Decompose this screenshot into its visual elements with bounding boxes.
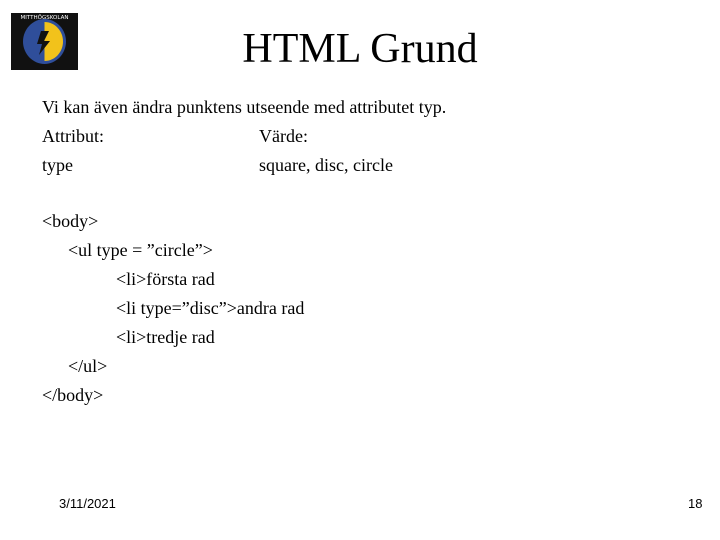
code-line: <li>första rad: [116, 269, 215, 289]
attribute-name: type: [42, 155, 73, 175]
footer-date: 3/11/2021: [59, 496, 116, 511]
logo-text: MITTHÖGSKOLAN: [20, 15, 69, 21]
code-line: <ul type = ”circle”>: [68, 240, 213, 260]
value-header: Värde:: [259, 126, 308, 146]
attribute-header: Attribut:: [42, 126, 104, 146]
slide-title: HTML Grund: [242, 26, 478, 72]
code-line: <body>: [42, 211, 99, 231]
code-line: <li>tredje rad: [116, 327, 215, 347]
intro-text: Vi kan även ändra punktens utseende med attributet typ.: [42, 97, 447, 117]
code-line: <li type=”disc”>andra rad: [116, 298, 305, 318]
code-line: </body>: [42, 385, 104, 405]
code-line: </ul>: [68, 356, 108, 376]
attribute-values: square, disc, circle: [259, 155, 393, 175]
page-number: 18: [688, 496, 703, 511]
